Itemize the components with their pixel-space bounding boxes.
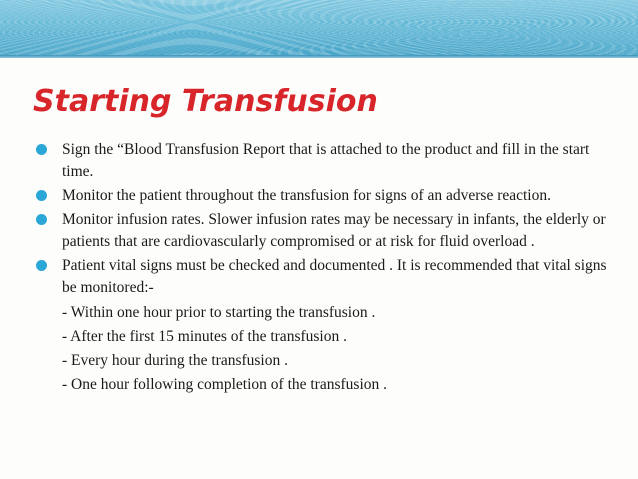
bullet-dot-icon [36,144,47,155]
bullet-item-infusion-rates [36,209,616,253]
header-band-edge [0,55,638,58]
vital-signs-schedule [36,301,616,397]
bullet-text: Sign the “Blood Transfusion Report that is attached to the product and fill in the start time. [62,141,590,180]
bullet-text: Patient vital signs must be checked and documented . It is recommended that vital signs be monitored:- [62,257,607,296]
schedule-item: - After the first 15 minutes of the transfusion . [62,328,347,345]
bullet-item-monitor-patient [36,185,616,207]
bullet-text: Monitor infusion rates. Slower infusion rates may be necessary in infants, the elderly or patients that are cardiovascularly compromised or at risk for fluid overload . [62,211,606,250]
bullet-dot-icon [36,260,47,271]
bullet-item-sign-report [36,139,616,183]
schedule-item: - Every hour during the transfusion . [62,352,288,369]
bullet-text: Monitor the patient throughout the transfusion for signs of an adverse reaction. [62,187,551,204]
slide-title: Starting Transfusion [33,84,378,119]
bullet-dot-icon [36,214,47,225]
bullet-item-vital-signs [36,255,616,299]
schedule-item: - One hour following completion of the transfusion . [62,376,388,393]
schedule-item: - Within one hour prior to starting the transfusion . [62,304,376,321]
bullet-dot-icon [36,190,47,201]
decorative-header-band [0,0,638,55]
slide-body [36,139,616,397]
